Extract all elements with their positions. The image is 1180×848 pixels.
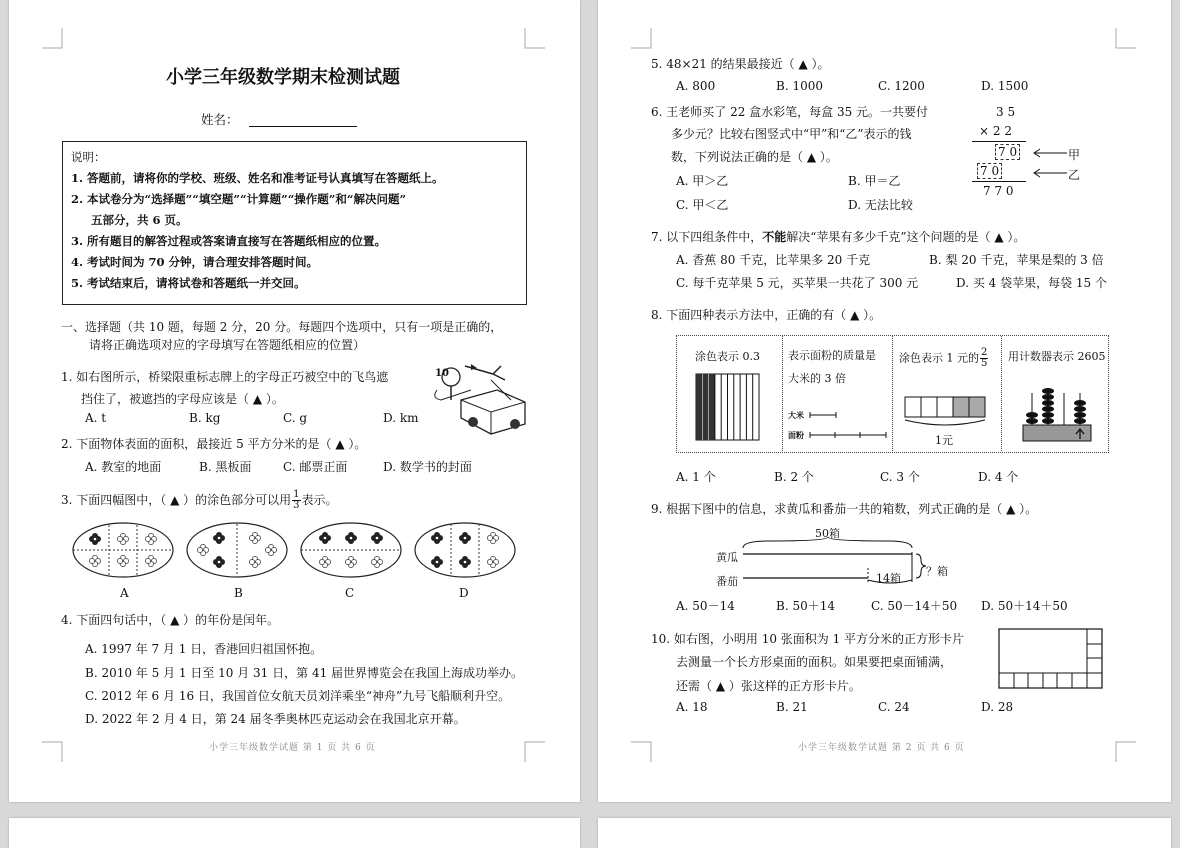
question-5-option[interactable]: D. 1500 bbox=[981, 79, 1029, 93]
instructions-heading: 说明： bbox=[71, 150, 106, 164]
question-10-option[interactable]: C. 24 bbox=[878, 700, 910, 714]
fraction bbox=[292, 490, 300, 511]
question-6-option[interactable]: B. 甲＝乙 bbox=[848, 174, 901, 188]
crop-mark-icon bbox=[525, 28, 545, 48]
question-7-option[interactable]: D. 买 4 袋苹果，每袋 15 个 bbox=[956, 276, 1107, 290]
question-9-option[interactable]: D. 50＋14＋50 bbox=[981, 599, 1068, 613]
calc-jia-label: 甲 bbox=[1068, 148, 1081, 162]
calc-yi-label: 乙 bbox=[1068, 168, 1081, 182]
question-7-stem: 7. 以下四组条件中， bbox=[651, 230, 763, 244]
question-7-option[interactable]: B. 梨 20 千克，苹果是梨的 3 倍 bbox=[929, 253, 1104, 267]
decimal-grid-figure bbox=[696, 374, 760, 442]
page-2 bbox=[598, 0, 1171, 802]
question-3-text bbox=[61, 490, 338, 511]
name-blank[interactable] bbox=[249, 126, 357, 127]
crop-mark-icon bbox=[42, 28, 62, 48]
question-1-option[interactable]: B. kg bbox=[189, 411, 221, 425]
q8-box3-text: 涂色表示 1 元的 bbox=[899, 351, 979, 365]
instruction-item: 2. 本试卷分为“选择题”“填空题”“计算题”“操作题”和“解决问题” bbox=[71, 192, 407, 206]
question-4-option[interactable]: A. 1997 年 7 月 1 日，香港回归祖国怀抱。 bbox=[85, 642, 323, 656]
money-bar-figure bbox=[904, 396, 988, 430]
question-6-text: 6. 王老师买了 22 盒水彩笔，每盒 35 元。一共要付 bbox=[651, 105, 929, 119]
instruction-item: 5. 考试结束后，请将试卷和答题纸一并交回。 bbox=[71, 276, 306, 290]
question-2-option[interactable]: C. 邮票正面 bbox=[283, 460, 348, 474]
question-10-text: 10. 如右图，小明用 10 张面积为 1 平方分米的正方形卡片 bbox=[651, 632, 965, 646]
calc-multiplier: × 2 2 bbox=[979, 124, 1012, 138]
q8-box2-line1: 表示面粉的质量是 bbox=[788, 349, 876, 362]
crop-mark-icon bbox=[1116, 28, 1136, 48]
fraction-numerator: 1 bbox=[293, 489, 300, 500]
fraction bbox=[980, 348, 988, 369]
question-4-text: 4. 下面四句话中，（ ▲ ）的年份是闰年。 bbox=[61, 613, 280, 627]
abacus-counter-figure bbox=[1022, 385, 1094, 443]
crop-mark-icon bbox=[525, 742, 545, 762]
q8-box2-line2: 大米的 3 倍 bbox=[788, 372, 846, 385]
q8-divider bbox=[782, 336, 783, 451]
section-heading-cont: 请将正确选项对应的字母填写在答题纸相应的位置） bbox=[89, 338, 366, 352]
question-8-text: 8. 下面四种表示方法中，正确的有（ ▲ ）。 bbox=[651, 308, 882, 322]
figure-label: C bbox=[345, 586, 355, 600]
question-7-option[interactable]: C. 每千克苹果 5 元，买苹果一共花了 300 元 bbox=[676, 276, 919, 290]
question-8-option[interactable]: C. 3 个 bbox=[880, 470, 920, 484]
instruction-item: 4. 考试时间为 70 分钟，请合理安排答题时间。 bbox=[71, 255, 319, 269]
calc-partial-yi: 7 0 bbox=[977, 163, 1002, 179]
calc-result: 7 7 0 bbox=[983, 184, 1014, 198]
q9-segment-diagram bbox=[738, 538, 928, 584]
question-8-option[interactable]: B. 2 个 bbox=[774, 470, 814, 484]
question-10-text-cont: 去测量一个长方形桌面的面积。如果要把桌面铺满， bbox=[676, 655, 953, 669]
table-cards-figure bbox=[998, 628, 1104, 690]
section-heading: 一、选择题（共 10 题，每题 2 分，20 分。每题四个选项中，只有一项是正确的， bbox=[61, 320, 503, 334]
page-title: 小学三年级数学期末检测试题 bbox=[166, 67, 400, 88]
q8-box4-label: 用计数器表示 2605 bbox=[1008, 350, 1106, 363]
page-1 bbox=[9, 0, 580, 802]
q8-box3-unit: 1元 bbox=[935, 434, 953, 447]
fraction-numerator: 2 bbox=[981, 347, 988, 358]
question-4-option[interactable]: B. 2010 年 5 月 1 日至 10 月 31 日，第 41 届世界博览会在我国上海成功举办。 bbox=[85, 666, 524, 680]
figure-label: B bbox=[234, 586, 243, 600]
q9-question-label: ？箱 bbox=[926, 565, 948, 578]
question-1-option[interactable]: D. km bbox=[383, 411, 419, 425]
instruction-item: 五部分，共 6 页。 bbox=[91, 213, 188, 227]
question-8-option[interactable]: A. 1 个 bbox=[676, 470, 716, 484]
question-2-text: 2. 下面物体表面的面积，最接近 5 平方分米的是（ ▲ ）。 bbox=[61, 437, 367, 451]
question-1-option[interactable]: C. g bbox=[283, 411, 308, 425]
instruction-item: 3. 所有题目的解答过程或答案请直接写在答题纸相应的位置。 bbox=[71, 234, 387, 248]
q8-box1-label: 涂色表示 0.3 bbox=[695, 350, 760, 363]
instruction-item: 1. 答题前，请将你的学校、班级、姓名和准考证号认真填写在答题纸上。 bbox=[71, 171, 444, 185]
question-6-text-cont: 数，下列说法正确的是（ ▲ ）。 bbox=[671, 150, 838, 164]
question-3-stem-end: 表示。 bbox=[301, 493, 338, 507]
question-10-option[interactable]: A. 18 bbox=[676, 700, 708, 714]
crop-mark-icon bbox=[631, 742, 651, 762]
crop-mark-icon bbox=[1116, 742, 1136, 762]
q8-rice-label: 大米 bbox=[788, 410, 804, 420]
fraction-denominator: 5 bbox=[981, 358, 988, 369]
q8-box3-label bbox=[899, 348, 989, 369]
question-2-option[interactable]: A. 教室的地面 bbox=[85, 460, 162, 474]
question-10-option[interactable]: D. 28 bbox=[981, 700, 1014, 714]
crop-mark-icon bbox=[631, 28, 651, 48]
question-5-option[interactable]: C. 1200 bbox=[878, 79, 925, 93]
question-5-text: 5. 48×21 的结果最接近（ ▲ ）。 bbox=[651, 57, 830, 71]
question-4-option[interactable]: C. 2012 年 6 月 16 日，我国首位女航天员刘洋乘坐“神舟”九号飞船顺利升空。 bbox=[85, 689, 511, 703]
q9-total-top-label: 50箱 bbox=[815, 527, 840, 540]
calc-line bbox=[972, 181, 1026, 182]
name-label: 姓名： bbox=[201, 112, 239, 127]
q8-divider bbox=[1001, 336, 1002, 451]
question-1-text: 1. 如右图所示，桥梁限重标志牌上的字母正巧被空中的飞鸟遮 bbox=[61, 370, 389, 384]
segment-diagram bbox=[808, 410, 888, 440]
question-1-option[interactable]: A. t bbox=[85, 411, 107, 425]
calc-line bbox=[972, 141, 1026, 142]
question-9-text: 9. 根据下图中的信息，求黄瓜和番茄一共的箱数，列式正确的是（ ▲ ）。 bbox=[651, 502, 1038, 516]
crop-mark-icon bbox=[42, 742, 62, 762]
question-10-option[interactable]: B. 21 bbox=[776, 700, 808, 714]
figure-label: D bbox=[459, 586, 469, 600]
question-2-option[interactable]: D. 数学书的封面 bbox=[383, 460, 472, 474]
question-7-option[interactable]: A. 香蕉 80 千克，比苹果多 20 千克 bbox=[676, 253, 871, 267]
weight-limit-sign: 10 bbox=[435, 368, 449, 379]
page-footer: 小学三年级数学试题 第 2 页 共 6 页 bbox=[798, 743, 965, 753]
question-1-text-cont: 挡住了，被遮挡的字母应该是（ ▲ ）。 bbox=[81, 392, 284, 406]
question-9-option[interactable]: C. 50－14＋50 bbox=[871, 599, 958, 613]
q9-tomato-label: 番茄 bbox=[716, 575, 738, 588]
q9-diff-label: 14箱 bbox=[876, 572, 901, 585]
q8-flour-label: 面粉 bbox=[788, 430, 804, 440]
question-6-option[interactable]: C. 甲＜乙 bbox=[676, 198, 729, 212]
question-6-text-cont: 多少元？比较右图竖式中“甲”和“乙”表示的钱 bbox=[671, 127, 912, 141]
instructions-box bbox=[62, 141, 527, 305]
question-3-stem: 3. 下面四幅图中，（ ▲ ）的涂色部分可以用 bbox=[61, 493, 292, 507]
question-7-stem-end: 解决“苹果有多少千克”这个问题的是（ ▲ ）。 bbox=[786, 230, 1026, 244]
question-8-option[interactable]: D. 4 个 bbox=[978, 470, 1019, 484]
question-9-option[interactable]: A. 50－14 bbox=[676, 599, 735, 613]
calc-partial-jia: 7 0 bbox=[995, 144, 1020, 160]
page-footer: 小学三年级数学试题 第 1 页 共 6 页 bbox=[209, 743, 376, 753]
question-7-text bbox=[651, 228, 1025, 245]
question-10-text-cont: 还需（ ▲ ）张这样的正方形卡片。 bbox=[676, 679, 861, 693]
q8-divider bbox=[892, 336, 893, 451]
question-2-option[interactable]: B. 黑板面 bbox=[199, 460, 252, 474]
question-6-option[interactable]: A. 甲＞乙 bbox=[676, 174, 729, 188]
question-7-emphasis: 不能 bbox=[762, 230, 787, 244]
q9-cucumber-label: 黄瓜 bbox=[716, 551, 738, 564]
figure-label: A bbox=[120, 586, 129, 600]
flower-ovals-figure bbox=[71, 520, 521, 580]
question-5-option[interactable]: B. 1000 bbox=[776, 79, 823, 93]
question-6-option[interactable]: D. 无法比较 bbox=[848, 198, 913, 212]
question-5-option[interactable]: A. 800 bbox=[676, 79, 716, 93]
calc-multiplicand: 3 5 bbox=[996, 105, 1016, 119]
fraction-denominator: 3 bbox=[293, 500, 300, 511]
arrow-left-icon bbox=[1031, 146, 1071, 182]
question-9-option[interactable]: B. 50＋14 bbox=[776, 599, 835, 613]
question-4-option[interactable]: D. 2022 年 2 月 4 日，第 24 届冬季奥林匹克运动会在我国北京开幕。 bbox=[85, 712, 466, 726]
